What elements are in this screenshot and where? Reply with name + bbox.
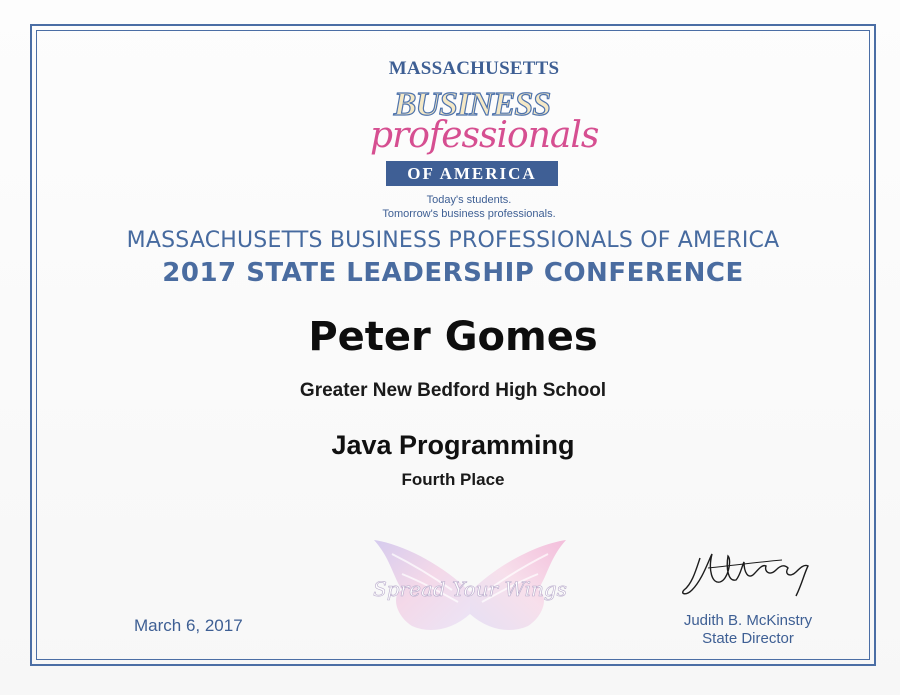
conference-heading: 2017 STATE LEADERSHIP CONFERENCE (162, 258, 744, 288)
director-title: State Director (702, 630, 794, 647)
recipient-name: Peter Gomes (308, 314, 598, 360)
school-name: Greater New Bedford High School (299, 380, 607, 401)
logo-state-text: MASSACHUSETTS (388, 58, 560, 79)
spread-your-wings-emblem (372, 534, 568, 652)
logo-professionals-text: professionals (370, 115, 599, 156)
event-name: Java Programming (331, 430, 575, 460)
logo-tagline-1: Today's students. (426, 194, 512, 206)
logo-of-america-banner: OF AMERICA (386, 161, 558, 186)
logo-business-text: BUSINESS (393, 86, 551, 123)
bpa-logo (364, 58, 599, 226)
director-signature (678, 540, 818, 604)
certificate-date: March 6, 2017 (134, 616, 243, 635)
organization-heading: MASSACHUSETTS BUSINESS PROFESSIONALS OF AMERICA (126, 228, 780, 253)
director-name: Judith B. McKinstry (683, 612, 813, 629)
logo-tagline-2: Tomorrow's business professionals. (382, 208, 556, 220)
placement: Fourth Place (401, 470, 505, 489)
emblem-text: Spread Your Wings (373, 577, 567, 601)
